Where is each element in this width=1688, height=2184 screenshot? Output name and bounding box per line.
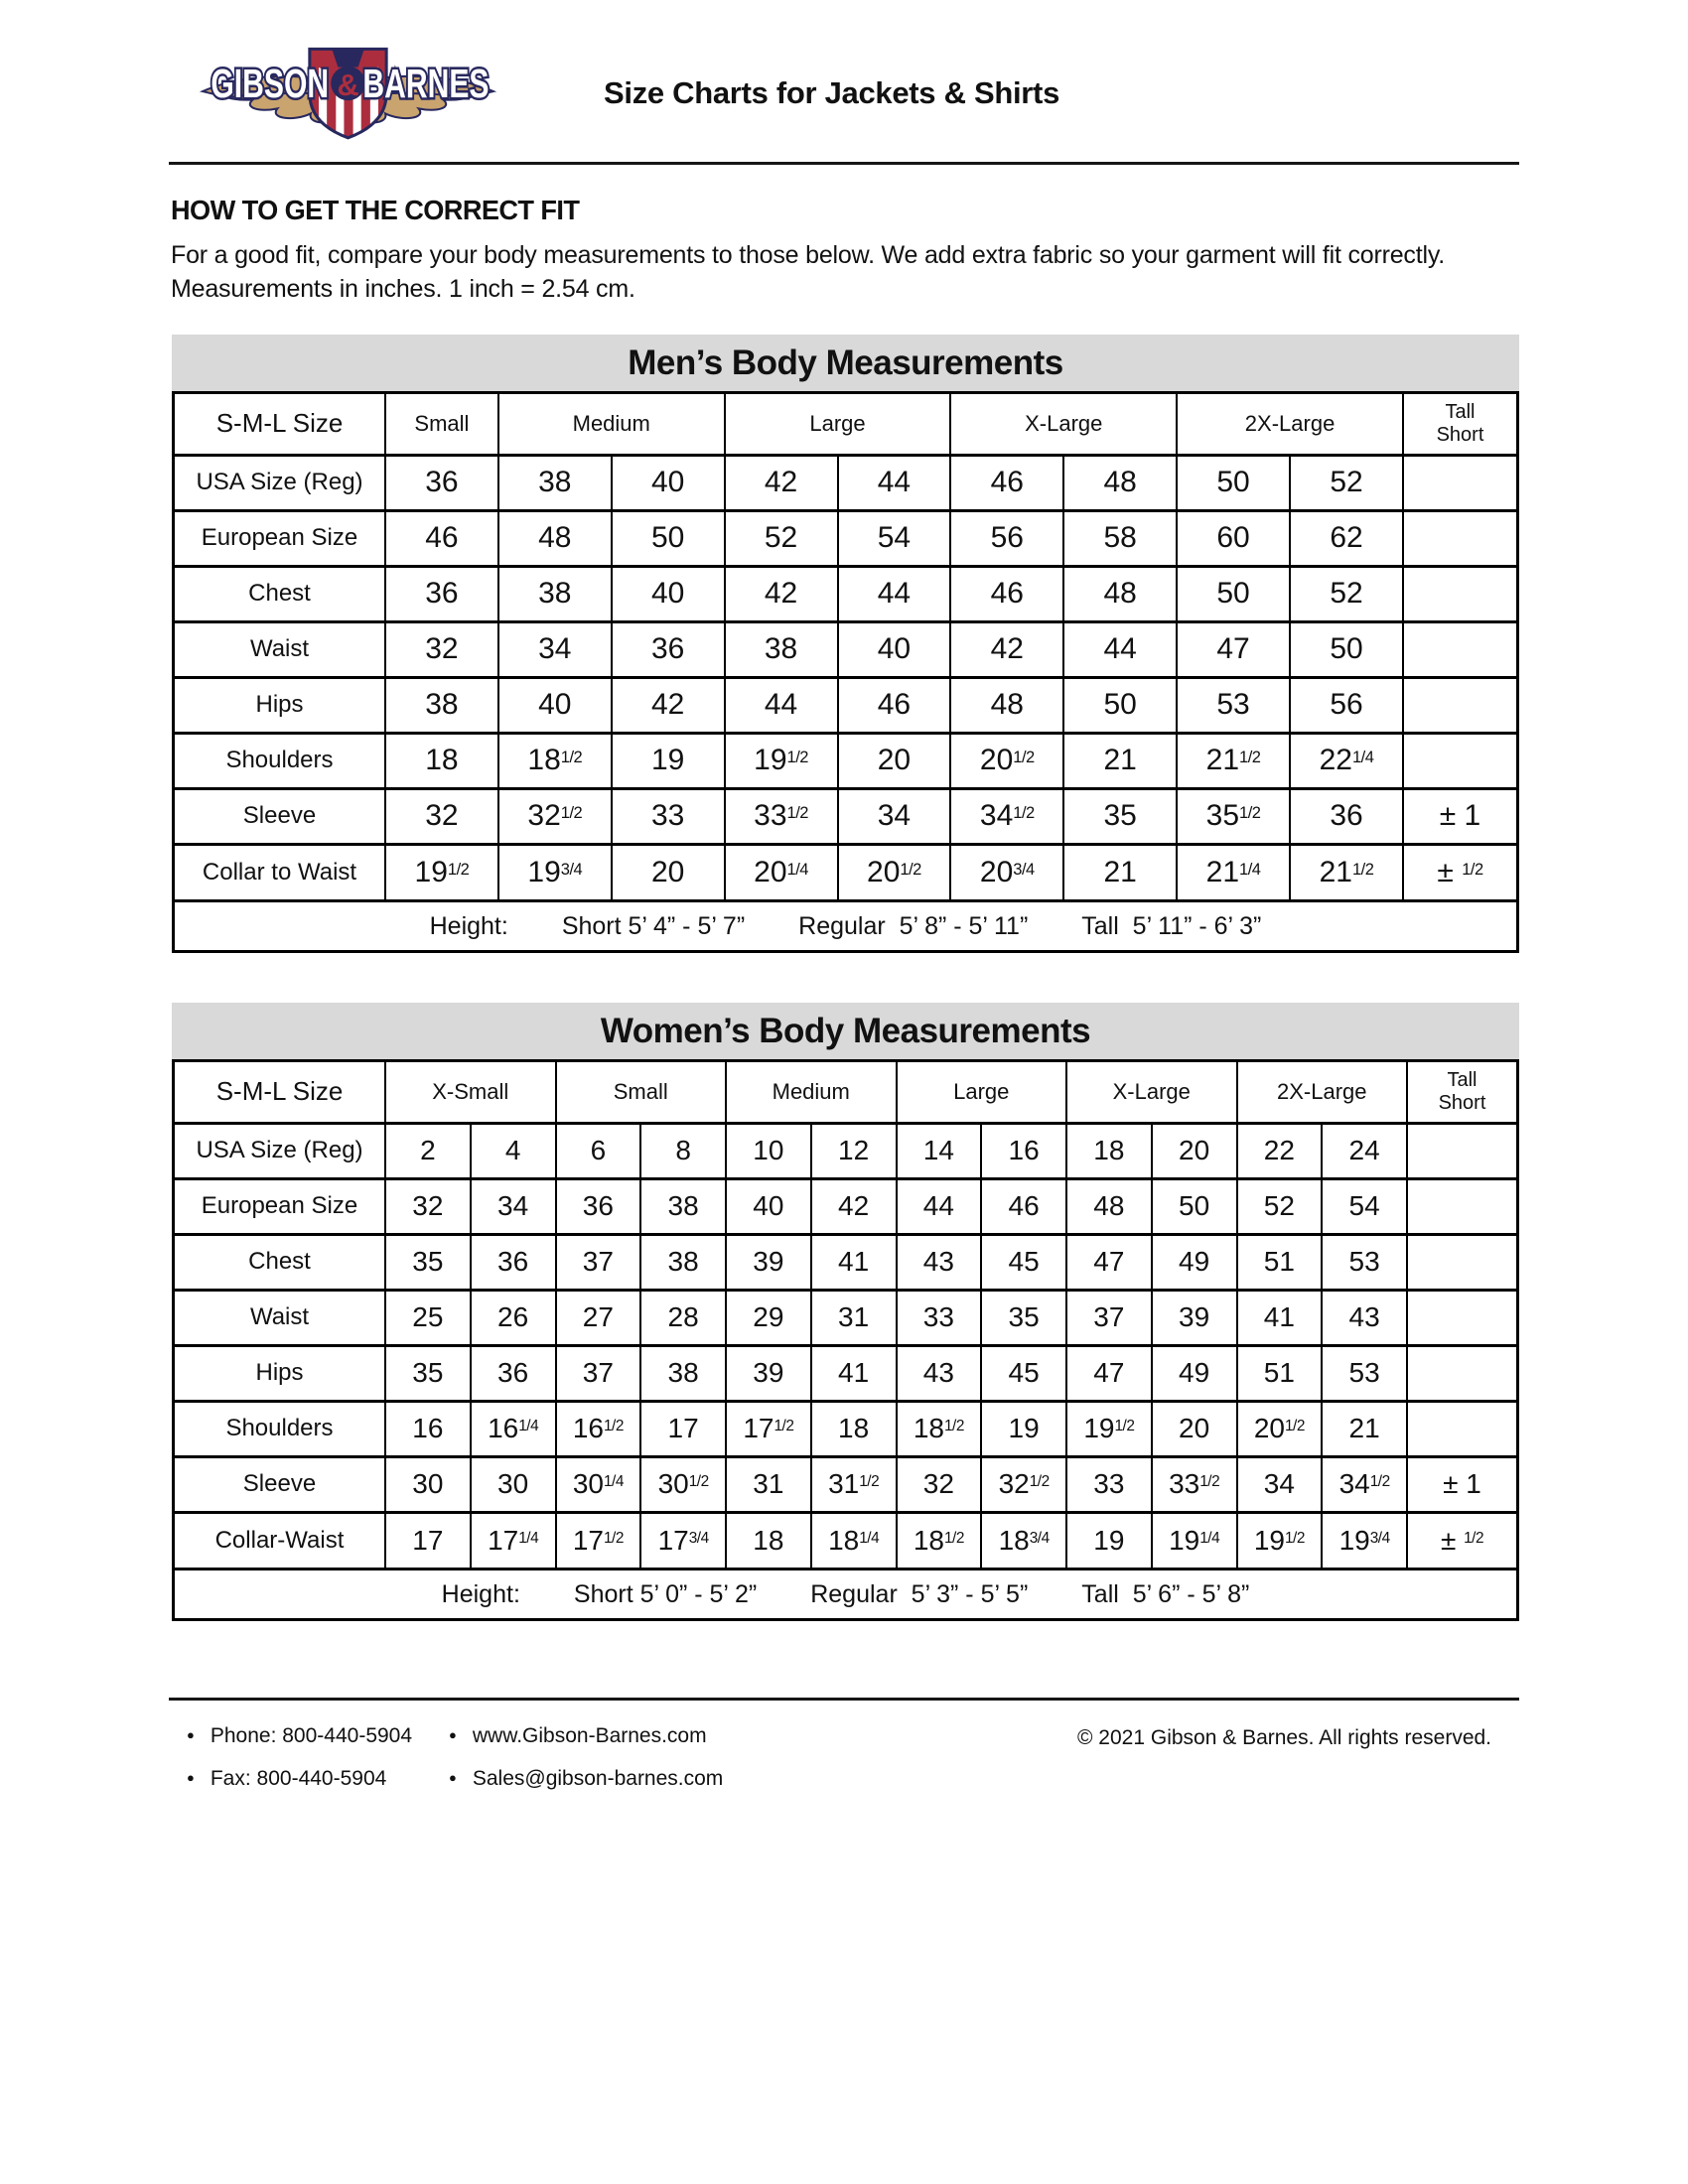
- table-cell: 42: [612, 677, 725, 733]
- table-cell: 52: [1290, 455, 1403, 510]
- table-cell: $18^{3/4}$: [981, 1512, 1066, 1568]
- tolerance-cell: [1407, 1123, 1516, 1178]
- row-label: USA Size (Reg): [175, 455, 385, 510]
- size-group-header: 2X-Large: [1177, 394, 1403, 455]
- table-cell: 30: [385, 1456, 471, 1512]
- table-cell: 32: [385, 1178, 471, 1234]
- table-cell: $17^{1/2}$: [726, 1401, 811, 1456]
- table-cell: 32: [385, 788, 498, 844]
- header-divider: [169, 162, 1519, 165]
- table-cell: $19^{1/2}$: [725, 733, 838, 788]
- height-note-part: Tall 5’ 6” - 5’ 8”: [1081, 1579, 1250, 1608]
- table-cell: $31^{1/2}$: [811, 1456, 897, 1512]
- height-note-part: Height:: [441, 1579, 520, 1608]
- table-cell: 54: [838, 510, 951, 566]
- table-cell: $32^{1/2}$: [498, 788, 612, 844]
- row-label: Hips: [175, 1345, 385, 1401]
- table-cell: 40: [726, 1178, 811, 1234]
- table-cell: 4: [471, 1123, 556, 1178]
- table-cell: 48: [1066, 1178, 1152, 1234]
- table-cell: 21: [1063, 733, 1177, 788]
- table-cell: 18: [726, 1512, 811, 1568]
- table-cell: 49: [1152, 1234, 1237, 1290]
- row-label: European Size: [175, 510, 385, 566]
- table-cell: 18: [811, 1401, 897, 1456]
- table-cell: 56: [950, 510, 1063, 566]
- bullet-icon: ●: [187, 1770, 195, 1785]
- table-cell: 50: [1177, 566, 1290, 621]
- height-note: [175, 899, 1516, 950]
- table-cell: $30^{1/4}$: [556, 1456, 641, 1512]
- row-label: Chest: [175, 1234, 385, 1290]
- tolerance-cell: [1403, 621, 1516, 677]
- table-cell: 37: [1066, 1290, 1152, 1345]
- table-cell: $20^{1/2}$: [950, 733, 1063, 788]
- table-cell: 50: [1063, 677, 1177, 733]
- row-label: Sleeve: [175, 1456, 385, 1512]
- table-cell: 36: [385, 455, 498, 510]
- table-cell: $35^{1/2}$: [1177, 788, 1290, 844]
- table-row: [175, 1345, 1516, 1401]
- footer-fax: ● Fax: 800-440-5904: [187, 1767, 387, 1790]
- table-cell: 41: [811, 1345, 897, 1401]
- tolerance-cell: [1407, 1178, 1516, 1234]
- table-cell: 19: [1066, 1512, 1152, 1568]
- table-cell: 52: [1237, 1178, 1323, 1234]
- table-cell: $18^{1/4}$: [811, 1512, 897, 1568]
- table-cell: 62: [1290, 510, 1403, 566]
- table-cell: $18^{1/2}$: [897, 1512, 982, 1568]
- table-cell: 60: [1177, 510, 1290, 566]
- table-cell: 50: [1152, 1178, 1237, 1234]
- womens-measurements-table: [172, 1003, 1519, 1621]
- row-label: USA Size (Reg): [175, 1123, 385, 1178]
- table-row: [175, 1234, 1516, 1290]
- table-cell: 33: [1066, 1456, 1152, 1512]
- tolerance-cell: [1407, 1401, 1516, 1456]
- row-label: European Size: [175, 1178, 385, 1234]
- row-label: Shoulders: [175, 1401, 385, 1456]
- table-row: [175, 1512, 1516, 1568]
- intro-heading: HOW TO GET THE CORRECT FIT: [171, 195, 580, 225]
- table-cell: 42: [950, 621, 1063, 677]
- table-cell: $34^{1/2}$: [950, 788, 1063, 844]
- table-cell: 20: [838, 733, 951, 788]
- height-note-part: Tall 5’ 11” - 6’ 3”: [1081, 911, 1262, 940]
- measurements-grid: [175, 1062, 1516, 1568]
- table-cell: $20^{1/2}$: [838, 844, 951, 899]
- row-label: Collar-Waist: [175, 1512, 385, 1568]
- table-cell: 25: [385, 1290, 471, 1345]
- table-cell: 38: [498, 455, 612, 510]
- table-cell: 20: [612, 844, 725, 899]
- table-cell: 17: [640, 1401, 726, 1456]
- table-cell: $20^{1/2}$: [1237, 1401, 1323, 1456]
- table-cell: 21: [1063, 844, 1177, 899]
- table-cell: $18^{1/2}$: [498, 733, 612, 788]
- table-row: [175, 510, 1516, 566]
- table-cell: 30: [471, 1456, 556, 1512]
- table-cell: $19^{3/4}$: [1322, 1512, 1407, 1568]
- footer-email-link[interactable]: ● Sales@gibson-barnes.com: [449, 1767, 724, 1790]
- table-cell: 48: [1063, 455, 1177, 510]
- table-cell: 43: [897, 1234, 982, 1290]
- tolerance-cell: [1403, 733, 1516, 788]
- copyright-notice: © 2021 Gibson & Barnes. All rights reserved.: [1077, 1726, 1492, 1749]
- height-note: [175, 1568, 1516, 1618]
- table-cell: 8: [640, 1123, 726, 1178]
- table-cell: 38: [725, 621, 838, 677]
- size-group-header: X-Large: [1066, 1062, 1237, 1123]
- table-cell: $33^{1/2}$: [1152, 1456, 1237, 1512]
- height-note-part: Short 5’ 4” - 5’ 7”: [561, 911, 746, 940]
- table-cell: $20^{3/4}$: [950, 844, 1063, 899]
- table-cell: 36: [1290, 788, 1403, 844]
- table-cell: 19: [612, 733, 725, 788]
- tolerance-cell: [1407, 1234, 1516, 1290]
- tolerance-cell: ± $^{1/2}$: [1403, 844, 1516, 899]
- table-cell: 58: [1063, 510, 1177, 566]
- footer-divider: [169, 1698, 1519, 1701]
- table-cell: 2: [385, 1123, 471, 1178]
- table-cell: 45: [981, 1234, 1066, 1290]
- size-group-header: Medium: [726, 1062, 897, 1123]
- table-cell: 50: [1290, 621, 1403, 677]
- table-cell: $20^{1/4}$: [725, 844, 838, 899]
- gibson-barnes-logo: [197, 32, 499, 143]
- table-cell: $16^{1/4}$: [471, 1401, 556, 1456]
- table-cell: 35: [385, 1234, 471, 1290]
- table-cell: $16^{1/2}$: [556, 1401, 641, 1456]
- table-cell: 36: [556, 1178, 641, 1234]
- table-cell: 35: [385, 1345, 471, 1401]
- table-cell: 39: [726, 1234, 811, 1290]
- table-cell: 38: [640, 1345, 726, 1401]
- table-cell: 45: [981, 1345, 1066, 1401]
- tolerance-cell: ± $^{1/2}$: [1407, 1512, 1516, 1568]
- table-cell: 20: [1152, 1401, 1237, 1456]
- row-label: Hips: [175, 677, 385, 733]
- table-cell: 34: [1237, 1456, 1323, 1512]
- table-cell: 51: [1237, 1345, 1323, 1401]
- table-cell: 53: [1322, 1345, 1407, 1401]
- bullet-icon: ●: [187, 1727, 195, 1742]
- table-row: [175, 677, 1516, 733]
- table-cell: $33^{1/2}$: [725, 788, 838, 844]
- tolerance-cell: [1403, 510, 1516, 566]
- table-cell: 48: [1063, 566, 1177, 621]
- height-note-part: Height:: [429, 911, 508, 940]
- table-cell: 16: [385, 1401, 471, 1456]
- table-cell: 18: [385, 733, 498, 788]
- table-cell: 44: [725, 677, 838, 733]
- table-cell: 36: [471, 1234, 556, 1290]
- tolerance-cell: ± 1: [1407, 1456, 1516, 1512]
- footer-website-link[interactable]: ● www.Gibson-Barnes.com: [449, 1724, 707, 1747]
- bullet-icon: ●: [449, 1727, 457, 1742]
- tolerance-cell: [1403, 455, 1516, 510]
- table-title: Men’s Body Measurements: [172, 335, 1519, 391]
- table-cell: 43: [1322, 1290, 1407, 1345]
- footer-phone: ● Phone: 800-440-5904: [187, 1724, 413, 1747]
- table-cell: 32: [385, 621, 498, 677]
- logo-ampersand: &: [337, 68, 359, 103]
- table-cell: 16: [981, 1123, 1066, 1178]
- size-group-header: Large: [897, 1062, 1067, 1123]
- table-cell: 12: [811, 1123, 897, 1178]
- table-cell: 44: [1063, 621, 1177, 677]
- table-cell: 39: [726, 1345, 811, 1401]
- tall-short-header: Tall Short: [1407, 1062, 1516, 1123]
- table-cell: $19^{1/2}$: [1237, 1512, 1323, 1568]
- table-cell: $21^{1/4}$: [1177, 844, 1290, 899]
- table-cell: 37: [556, 1234, 641, 1290]
- size-group-header: Small: [385, 394, 498, 455]
- table-cell: 42: [811, 1178, 897, 1234]
- table-title: Women’s Body Measurements: [172, 1003, 1519, 1059]
- table-cell: 36: [612, 621, 725, 677]
- table-cell: 33: [612, 788, 725, 844]
- table-cell: 37: [556, 1345, 641, 1401]
- tolerance-cell: ± 1: [1403, 788, 1516, 844]
- table-row: [175, 1290, 1516, 1345]
- row-label: Waist: [175, 1290, 385, 1345]
- size-group-header: X-Large: [950, 394, 1177, 455]
- mens-measurements-table: [172, 335, 1519, 953]
- row-label: Sleeve: [175, 788, 385, 844]
- table-row: [175, 788, 1516, 844]
- table-cell: 40: [838, 621, 951, 677]
- table-row: [175, 1456, 1516, 1512]
- intro-section: [171, 195, 1531, 306]
- table-row: [175, 1401, 1516, 1456]
- size-group-header: 2X-Large: [1237, 1062, 1408, 1123]
- table-row: [175, 566, 1516, 621]
- table-cell: 53: [1322, 1234, 1407, 1290]
- table-cell: 10: [726, 1123, 811, 1178]
- table-cell: 46: [950, 455, 1063, 510]
- table-cell: $19^{1/2}$: [1066, 1401, 1152, 1456]
- height-note-part: Regular 5’ 8” - 5’ 11”: [798, 911, 1029, 940]
- height-note-part: Short 5’ 0” - 5’ 2”: [573, 1579, 758, 1608]
- table-cell: 40: [498, 677, 612, 733]
- table-cell: 43: [897, 1345, 982, 1401]
- table-cell: 36: [471, 1345, 556, 1401]
- table-cell: $17^{1/2}$: [556, 1512, 641, 1568]
- table-cell: $32^{1/2}$: [981, 1456, 1066, 1512]
- table-cell: 32: [897, 1456, 982, 1512]
- table-cell: 31: [726, 1456, 811, 1512]
- table-cell: 26: [471, 1290, 556, 1345]
- page-title: Size Charts for Jackets & Shirts: [604, 75, 1060, 110]
- table-cell: 44: [838, 566, 951, 621]
- table-row: [175, 621, 1516, 677]
- table-cell: 33: [897, 1290, 982, 1345]
- table-cell: 42: [725, 566, 838, 621]
- table-cell: 40: [612, 566, 725, 621]
- table-cell: 21: [1322, 1401, 1407, 1456]
- table-cell: 27: [556, 1290, 641, 1345]
- table-cell: 38: [640, 1178, 726, 1234]
- table-cell: 39: [1152, 1290, 1237, 1345]
- table-cell: $19^{3/4}$: [498, 844, 612, 899]
- table-cell: 38: [385, 677, 498, 733]
- sml-size-corner-header: S-M-L Size: [215, 408, 344, 439]
- sml-size-corner-header: S-M-L Size: [215, 1076, 344, 1107]
- table-cell: 46: [981, 1178, 1066, 1234]
- bullet-icon: ●: [449, 1770, 457, 1785]
- table-cell: 48: [498, 510, 612, 566]
- table-cell: 35: [981, 1290, 1066, 1345]
- table-cell: 52: [725, 510, 838, 566]
- table-row: [175, 455, 1516, 510]
- table-cell: 31: [811, 1290, 897, 1345]
- table-cell: 44: [897, 1178, 982, 1234]
- table-cell: $19^{1/2}$: [385, 844, 498, 899]
- table-cell: 6: [556, 1123, 641, 1178]
- table-cell: 14: [897, 1123, 982, 1178]
- table-cell: 51: [1237, 1234, 1323, 1290]
- row-label: Collar to Waist: [175, 844, 385, 899]
- table-cell: $17^{1/4}$: [471, 1512, 556, 1568]
- table-cell: 48: [950, 677, 1063, 733]
- table-cell: 41: [1237, 1290, 1323, 1345]
- table-cell: 35: [1063, 788, 1177, 844]
- table-cell: 47: [1066, 1234, 1152, 1290]
- tolerance-cell: [1407, 1345, 1516, 1401]
- row-label: Shoulders: [175, 733, 385, 788]
- table-row: [175, 733, 1516, 788]
- table-cell: $30^{1/2}$: [640, 1456, 726, 1512]
- table-cell: 38: [498, 566, 612, 621]
- table-cell: 36: [385, 566, 498, 621]
- size-group-header: Medium: [498, 394, 725, 455]
- table-cell: 19: [981, 1401, 1066, 1456]
- row-label: Waist: [175, 621, 385, 677]
- table-cell: 34: [498, 621, 612, 677]
- measurements-grid: [175, 394, 1516, 899]
- table-cell: 54: [1322, 1178, 1407, 1234]
- size-group-header: Large: [725, 394, 951, 455]
- height-note-part: Regular 5’ 3” - 5’ 5”: [810, 1579, 1029, 1608]
- table-cell: $17^{3/4}$: [640, 1512, 726, 1568]
- table-cell: 46: [385, 510, 498, 566]
- tall-short-header: Tall Short: [1403, 394, 1516, 455]
- logo-word-barnes: BARNES: [362, 61, 490, 107]
- table-cell: $19^{1/4}$: [1152, 1512, 1237, 1568]
- table-cell: 50: [1177, 455, 1290, 510]
- table-cell: $34^{1/2}$: [1322, 1456, 1407, 1512]
- tolerance-cell: [1403, 677, 1516, 733]
- table-cell: $18^{1/2}$: [897, 1401, 982, 1456]
- table-cell: 34: [838, 788, 951, 844]
- table-cell: 46: [838, 677, 951, 733]
- table-cell: 46: [950, 566, 1063, 621]
- table-cell: 28: [640, 1290, 726, 1345]
- table-cell: 18: [1066, 1123, 1152, 1178]
- table-cell: $21^{1/2}$: [1290, 844, 1403, 899]
- table-row: [175, 1178, 1516, 1234]
- table-cell: 52: [1290, 566, 1403, 621]
- table-row: [175, 844, 1516, 899]
- table-cell: 24: [1322, 1123, 1407, 1178]
- table-cell: 53: [1177, 677, 1290, 733]
- tolerance-cell: [1403, 566, 1516, 621]
- intro-paragraph: For a good fit, compare your body measurements to those below. We add extra fabric so your garment will fit correctly. Measurements in inches. 1 inch = 2.54 cm.: [171, 241, 1446, 303]
- row-label: Chest: [175, 566, 385, 621]
- table-cell: 20: [1152, 1123, 1237, 1178]
- table-cell: 41: [811, 1234, 897, 1290]
- logo-word-gibson: GIBSON: [211, 61, 330, 107]
- table-cell: 44: [838, 455, 951, 510]
- table-cell: $21^{1/2}$: [1177, 733, 1290, 788]
- table-cell: 17: [385, 1512, 471, 1568]
- table-cell: $22^{1/4}$: [1290, 733, 1403, 788]
- table-cell: 22: [1237, 1123, 1323, 1178]
- table-cell: 50: [612, 510, 725, 566]
- table-cell: 29: [726, 1290, 811, 1345]
- table-row: [175, 1123, 1516, 1178]
- table-cell: 40: [612, 455, 725, 510]
- table-cell: 47: [1066, 1345, 1152, 1401]
- size-group-header: Small: [556, 1062, 727, 1123]
- table-cell: 42: [725, 455, 838, 510]
- tolerance-cell: [1407, 1290, 1516, 1345]
- table-cell: 47: [1177, 621, 1290, 677]
- table-cell: 49: [1152, 1345, 1237, 1401]
- table-cell: 38: [640, 1234, 726, 1290]
- size-group-header: X-Small: [385, 1062, 556, 1123]
- table-cell: 56: [1290, 677, 1403, 733]
- table-cell: 34: [471, 1178, 556, 1234]
